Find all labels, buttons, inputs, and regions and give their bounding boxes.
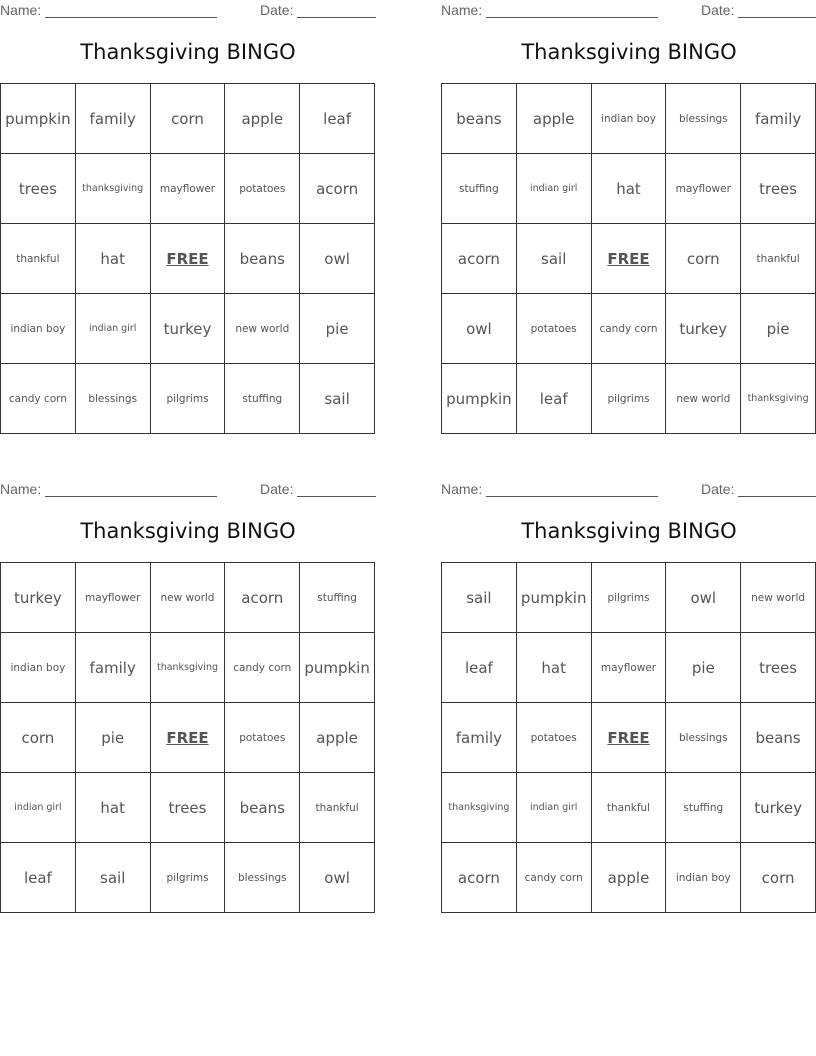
bingo-cell: new world [151,563,226,633]
bingo-cell: family [76,633,151,703]
date-label: Date: [260,2,294,18]
date-line [297,17,376,18]
bingo-cell: pilgrims [151,843,226,913]
bingo-cell: FREE [592,703,667,773]
bingo-cell: pumpkin [442,364,517,434]
bingo-cell: pumpkin [1,84,76,154]
bingo-cell: apple [300,703,375,773]
bingo-cell: turkey [666,294,741,364]
bingo-cell: mayflower [151,154,226,224]
bingo-cell: potatoes [517,294,592,364]
bingo-cell: acorn [225,563,300,633]
bingo-card-1 [0,0,376,434]
bingo-cell: blessings [666,703,741,773]
card-header [0,0,376,22]
bingo-cell: blessings [666,84,741,154]
bingo-cell: trees [741,154,816,224]
date-line [738,17,816,18]
bingo-cell: beans [225,224,300,294]
bingo-cell: candy corn [1,364,76,434]
bingo-cell: pumpkin [300,633,375,703]
bingo-card-3 [0,479,376,913]
bingo-cell: pilgrims [592,563,667,633]
bingo-cell: indian girl [517,773,592,843]
bingo-grid [0,83,375,434]
bingo-cell: thanksgiving [741,364,816,434]
bingo-cell: apple [592,843,667,913]
bingo-cell: indian boy [1,633,76,703]
bingo-cell: leaf [1,843,76,913]
bingo-cell: corn [666,224,741,294]
bingo-cell: hat [592,154,667,224]
bingo-cell: FREE [592,224,667,294]
bingo-cell: thanksgiving [442,773,517,843]
bingo-cell: pilgrims [592,364,667,434]
bingo-cell: pie [300,294,375,364]
bingo-cell: thankful [741,224,816,294]
bingo-cell: corn [741,843,816,913]
bingo-cell: sail [300,364,375,434]
bingo-cell: acorn [300,154,375,224]
date-label: Date: [701,481,735,497]
bingo-cell: pie [666,633,741,703]
bingo-cell: acorn [442,224,517,294]
bingo-cell: family [741,84,816,154]
name-label: Name: [0,481,42,497]
bingo-cell: trees [741,633,816,703]
bingo-cell: candy corn [592,294,667,364]
bingo-cell: corn [1,703,76,773]
bingo-cell: corn [151,84,226,154]
bingo-cell: potatoes [517,703,592,773]
bingo-cell: family [76,84,151,154]
name-line [486,496,658,497]
bingo-cell: indian girl [517,154,592,224]
bingo-cell: pilgrims [151,364,226,434]
bingo-cell: thanksgiving [151,633,226,703]
name-line [45,496,217,497]
bingo-grid [441,562,816,913]
name-line [486,17,658,18]
bingo-cell: indian boy [592,84,667,154]
bingo-cell: blessings [76,364,151,434]
bingo-grid [441,83,816,434]
bingo-cell: stuffing [442,154,517,224]
bingo-cell: leaf [442,633,517,703]
bingo-cell: turkey [151,294,226,364]
bingo-cell: beans [225,773,300,843]
bingo-cell: hat [517,633,592,703]
name-label: Name: [441,481,483,497]
card-header [441,479,816,501]
bingo-cell: leaf [517,364,592,434]
card-title: Thanksgiving BINGO [80,519,296,543]
bingo-cell: owl [300,224,375,294]
card-title: Thanksgiving BINGO [521,40,737,64]
bingo-cell: thankful [1,224,76,294]
date-line [297,496,376,497]
bingo-cell: pie [741,294,816,364]
bingo-cell: indian girl [1,773,76,843]
bingo-cell: thanksgiving [76,154,151,224]
bingo-cell: turkey [741,773,816,843]
bingo-cell: owl [666,563,741,633]
bingo-cell: beans [442,84,517,154]
card-title: Thanksgiving BINGO [521,519,737,543]
date-line [738,496,816,497]
bingo-cell: FREE [151,224,226,294]
name-line [45,17,217,18]
card-header [441,0,816,22]
bingo-cell: owl [300,843,375,913]
bingo-cell: apple [517,84,592,154]
bingo-cell: mayflower [76,563,151,633]
bingo-cell: hat [76,224,151,294]
bingo-cell: thankful [592,773,667,843]
card-title: Thanksgiving BINGO [80,40,296,64]
bingo-cell: new world [666,364,741,434]
bingo-cell: trees [151,773,226,843]
date-label: Date: [701,2,735,18]
date-label: Date: [260,481,294,497]
bingo-cell: sail [517,224,592,294]
bingo-cell: acorn [442,843,517,913]
bingo-cell: potatoes [225,154,300,224]
bingo-cell: mayflower [592,633,667,703]
bingo-cell: stuffing [225,364,300,434]
bingo-cell: new world [741,563,816,633]
card-header [0,479,376,501]
bingo-cell: new world [225,294,300,364]
bingo-cell: candy corn [225,633,300,703]
bingo-cell: indian girl [76,294,151,364]
bingo-cell: apple [225,84,300,154]
bingo-cell: mayflower [666,154,741,224]
bingo-grid [0,562,375,913]
bingo-cell: trees [1,154,76,224]
bingo-cell: potatoes [225,703,300,773]
bingo-cell: owl [442,294,517,364]
bingo-cell: indian boy [1,294,76,364]
name-label: Name: [0,2,42,18]
bingo-cell: blessings [225,843,300,913]
bingo-cell: hat [76,773,151,843]
bingo-cell: thankful [300,773,375,843]
name-label: Name: [441,2,483,18]
bingo-cell: candy corn [517,843,592,913]
bingo-cell: stuffing [666,773,741,843]
bingo-cell: beans [741,703,816,773]
bingo-card-4 [441,479,816,913]
bingo-cell: sail [76,843,151,913]
bingo-cell: stuffing [300,563,375,633]
bingo-cell: FREE [151,703,226,773]
bingo-cell: pumpkin [517,563,592,633]
bingo-cell: turkey [1,563,76,633]
bingo-card-2 [441,0,816,434]
bingo-cell: family [442,703,517,773]
bingo-cell: sail [442,563,517,633]
bingo-cell: indian boy [666,843,741,913]
bingo-cell: pie [76,703,151,773]
bingo-cell: leaf [300,84,375,154]
